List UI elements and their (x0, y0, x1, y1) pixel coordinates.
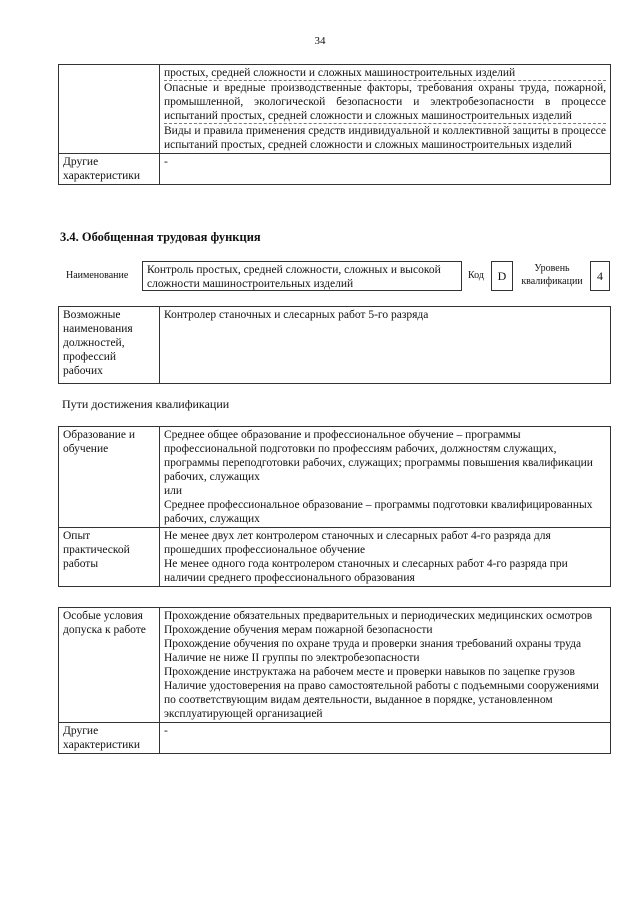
code-value-box: D (491, 261, 513, 291)
condition-item: Наличие не ниже II группы по электробезопасности (164, 652, 420, 664)
other-characteristics-value: - (160, 154, 611, 185)
experience-item: Не менее одного года контролером станочных и слесарных работ 4-го разряда при наличии среднего профессионального образования (164, 558, 568, 584)
condition-item: Прохождение обучения по охране труда и проверки знания требований охраны труда (164, 638, 582, 650)
condition-item: Прохождение обучения мерам пожарной безопасности (164, 624, 433, 636)
condition-item: Наличие удостоверения на право самостоятельной работы с подъемными сооружениями по соответствующим видам деятельности, выданное в порядке, установленном эксплуатирующей организацией (164, 680, 599, 720)
code-label: Код (468, 270, 484, 281)
experience-item: Не менее двух лет контролером станочных и слесарных работ 4-го разряда для прошедших профессиональное обучение (164, 530, 551, 556)
positions-table (58, 306, 611, 384)
education-item: или (164, 485, 183, 497)
knowledge-label-cell (59, 65, 160, 154)
experience-label: Опыт практической работы (59, 528, 160, 587)
knowledge-item: Виды и правила применения средств индивидуальной и коллективной защиты в процессе испытаний простых, средней сложности и сложных машиностроительных изделий (164, 125, 606, 151)
knowledge-item: простых, средней сложности и сложных машиностроительных изделий (164, 67, 516, 79)
knowledge-values-cell (160, 65, 611, 154)
positions-label: Возможные наименования должностей, профессий рабочих (59, 307, 160, 384)
other-label: Другие характеристики (59, 723, 160, 754)
education-values (160, 427, 611, 528)
qualification-paths-table (58, 426, 611, 587)
admission-conditions-table (58, 607, 611, 754)
education-label: Образование и обучение (59, 427, 160, 528)
other-characteristics-label: Другие характеристики (59, 154, 160, 185)
knowledge-table-continued (58, 64, 611, 185)
positions-value: Контролер станочных и слесарных работ 5-го разряда (160, 307, 611, 384)
other-value: - (160, 723, 611, 754)
name-label: Наименование (66, 270, 129, 281)
condition-item: Прохождение инструктажа на рабочем месте и проверки навыков по зацепке грузов (164, 666, 575, 678)
education-item: Среднее профессиональное образование – программы подготовки квалифицированных рабочих, служащих (164, 499, 593, 525)
special-conditions-values (160, 608, 611, 723)
condition-item: Прохождение обязательных предварительных и периодических медицинских осмотров (164, 610, 593, 622)
page-number: 34 (314, 35, 326, 47)
qualification-paths-heading: Пути достижения квалификации (62, 397, 230, 411)
function-name-box: Контроль простых, средней сложности, сложных и высокой сложности машиностроительных изделий (142, 261, 462, 291)
education-item: Среднее общее образование и профессиональное обучение – программы профессиональной подготовки по профессиям рабочих, должностям служащих, программы переподготовки рабочих, служащих; программы повышения квалификации рабочих, служащих (164, 429, 593, 483)
qualification-level-label: Уровень квалификации (521, 263, 583, 287)
section-heading: 3.4. Обобщенная трудовая функция (60, 230, 261, 244)
qualification-level-box: 4 (590, 261, 610, 291)
special-conditions-label: Особые условия допуска к работе (59, 608, 160, 723)
knowledge-item: Опасные и вредные производственные факторы, требования охраны труда, пожарной, промышленной, экологической безопасности и электробезопасности в процессе испытаний простых, средней сложности и сложных машиностроительных изделий (164, 82, 606, 122)
experience-values (160, 528, 611, 587)
